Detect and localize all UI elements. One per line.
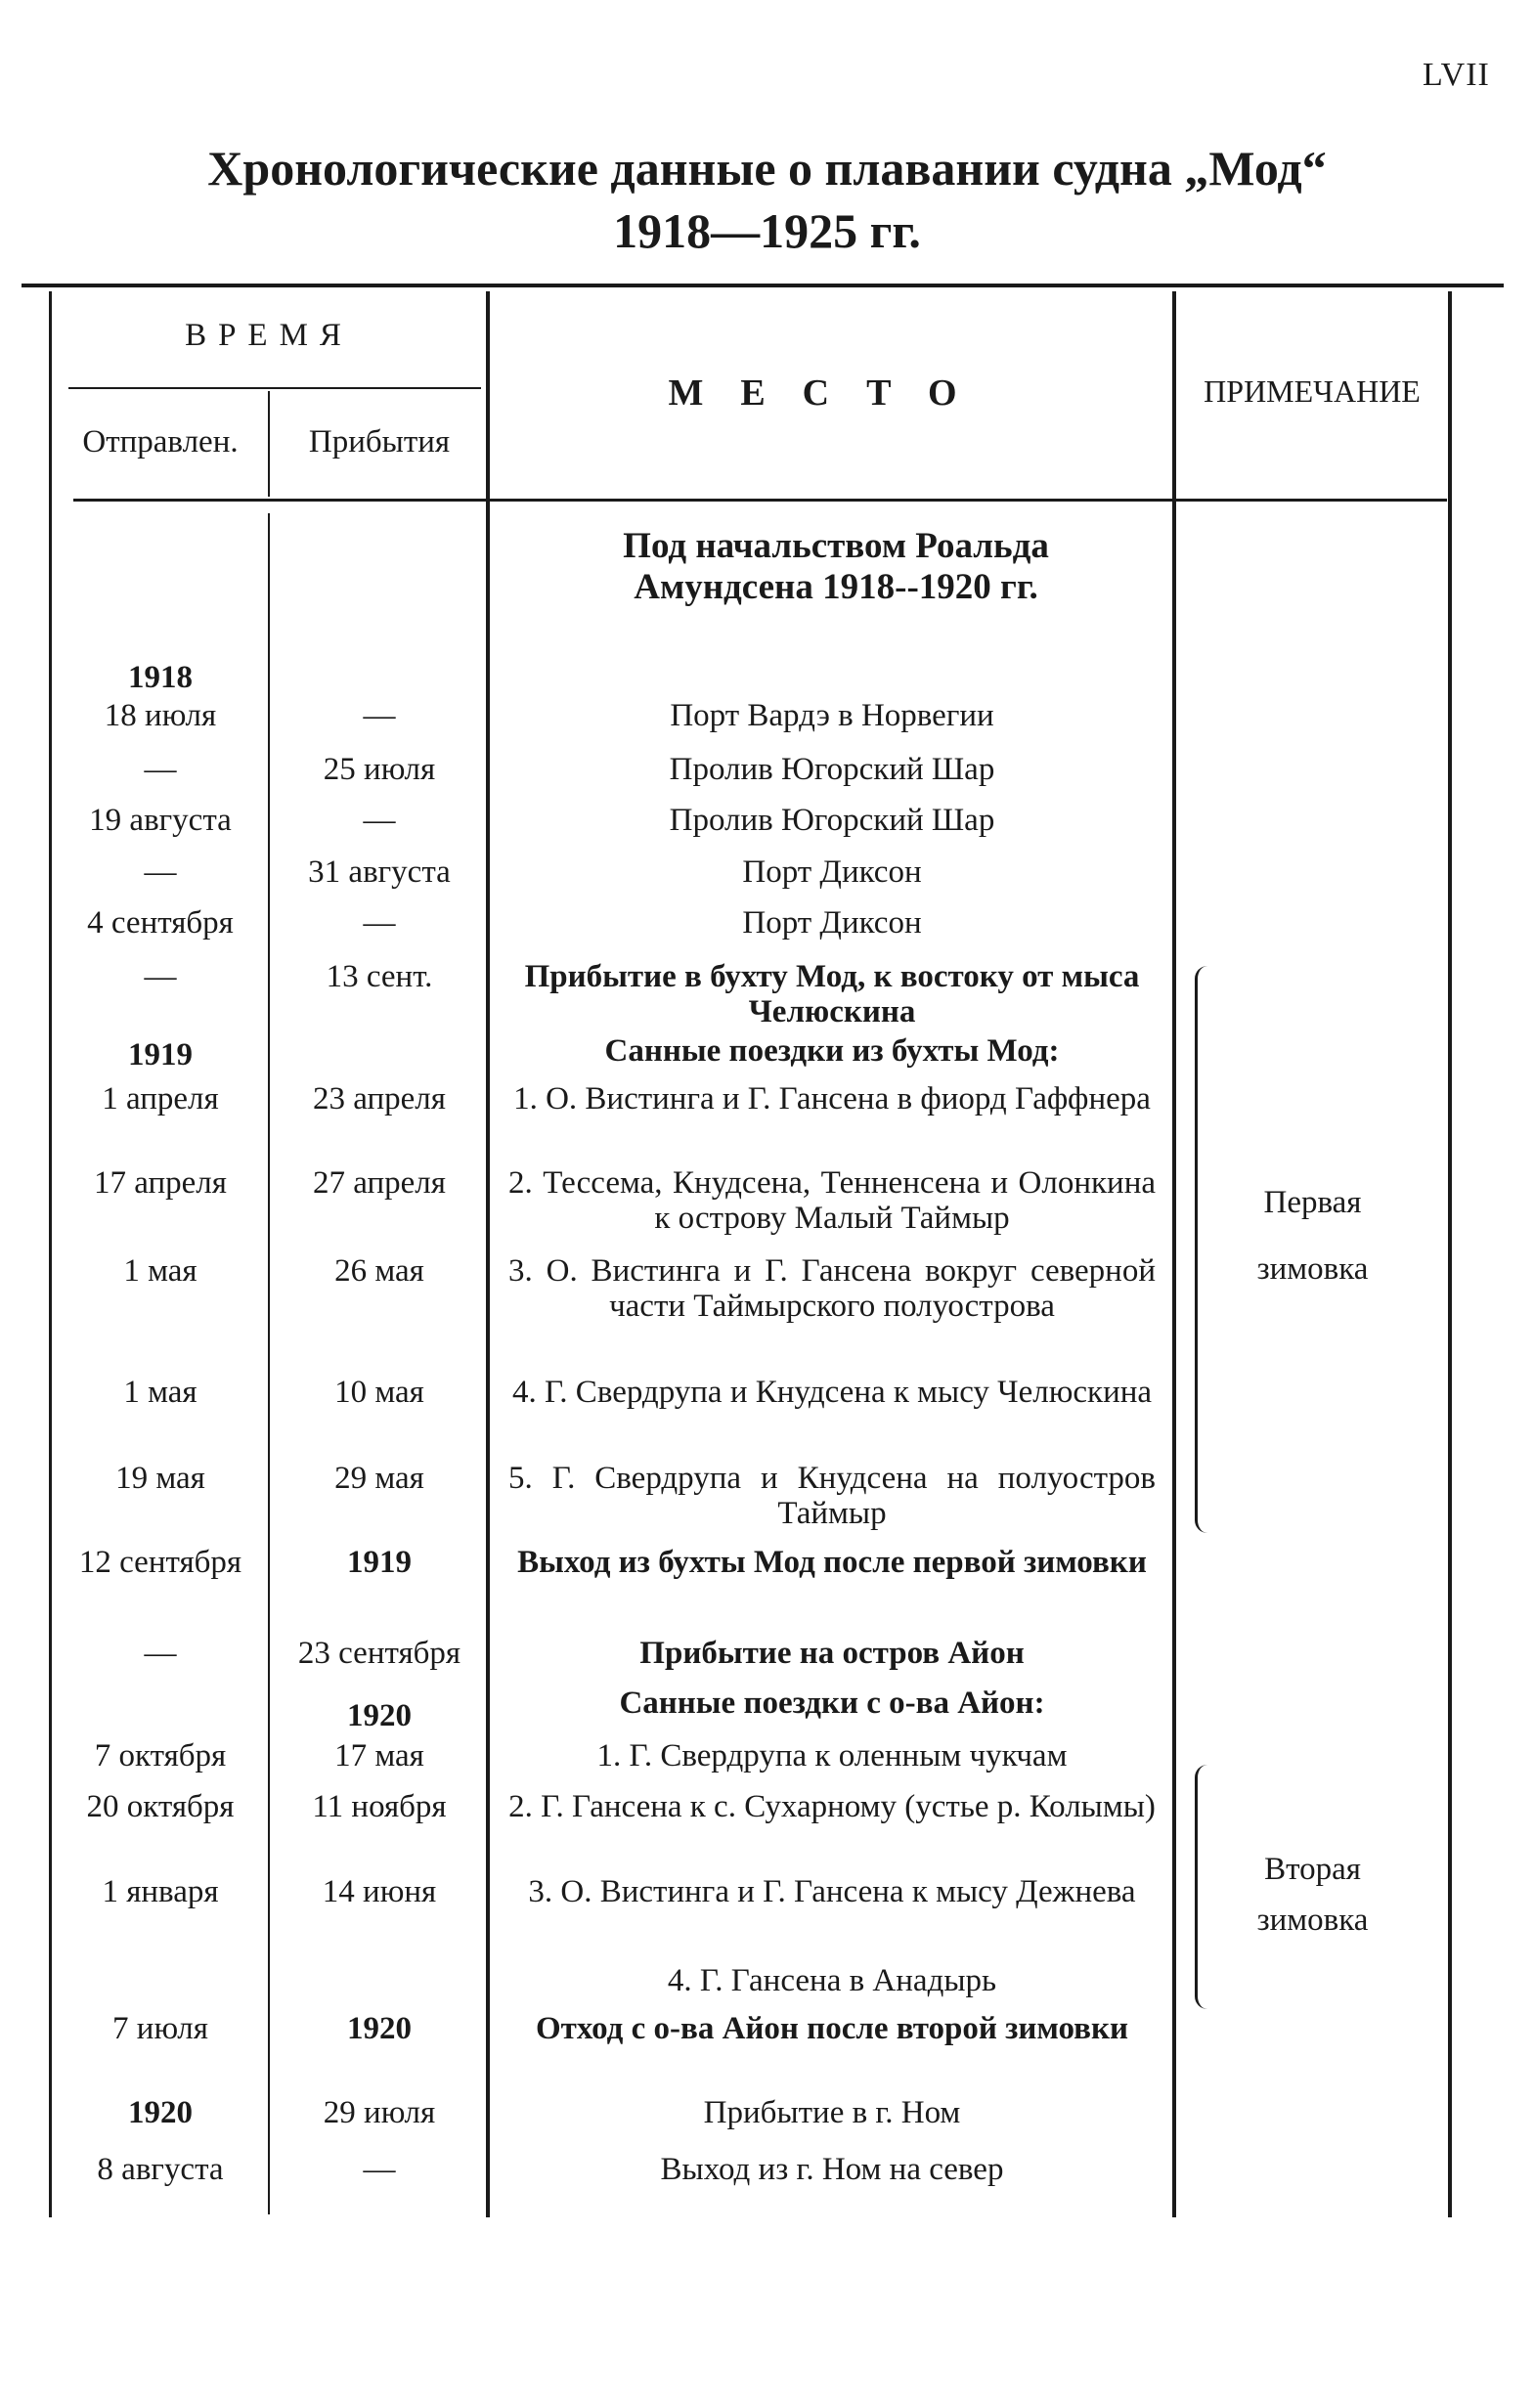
place-text: Порт Диксон: [742, 905, 922, 941]
arrival-date: —: [363, 2152, 396, 2187]
header-note: ПРИМЕЧАНИЕ: [1204, 373, 1421, 409]
arrival-date: 10 мая: [334, 1375, 424, 1410]
page-number: LVII: [1423, 57, 1490, 93]
col-divider-3: [1172, 291, 1176, 2217]
table-right-border: [1448, 291, 1452, 2217]
note-line: зимовка: [1256, 1251, 1369, 1287]
arrival-date: 13 сент.: [326, 959, 433, 994]
arrival-date: 17 мая: [334, 1738, 424, 1773]
departure-date: 1 января: [102, 1874, 219, 1909]
place-text: 3. О. Вистинга и Г. Гансена к мысу Дежнева: [528, 1874, 1136, 1909]
arrival-date: 26 мая: [334, 1253, 424, 1289]
place-text: Санные поездки с о-ва Айон:: [619, 1686, 1045, 1721]
arrival-date: 23 апреля: [313, 1081, 446, 1116]
place-text: Прибытие в бухту Мод, к востоку от мыса Челюскина: [524, 959, 1140, 1029]
arrival-date: 1920: [347, 2011, 412, 2046]
departure-date: 12 сентября: [78, 1545, 242, 1580]
departure-date: 19 августа: [89, 803, 232, 838]
note-line: зимовка: [1256, 1903, 1369, 1938]
place-text: Пролив Югорский Шар: [669, 803, 995, 838]
arrival-date: —: [363, 803, 396, 838]
arrival-date: 31 августа: [308, 854, 451, 890]
arrival-date: 25 июля: [323, 752, 436, 787]
time-subheader-rule: [68, 387, 481, 389]
place-text: 2. Г. Гансена к с. Сухарному (устье р. Колымы): [508, 1789, 1156, 1824]
place-text: 1. О. Вистинга и Г. Гансена в фиорд Гаффнера: [513, 1081, 1151, 1116]
year-label: 1918: [128, 660, 193, 695]
header-arrival: Прибытия: [308, 424, 451, 460]
departure-date: 1 апреля: [102, 1081, 219, 1116]
arrival-date: 1920: [347, 1698, 412, 1733]
col-divider-1: [268, 513, 270, 2214]
place-text: Прибытие в г. Ном: [703, 2095, 961, 2130]
arrival-date: 29 мая: [334, 1461, 424, 1496]
top-rule: [22, 284, 1504, 287]
header-time: ВРЕМЯ: [185, 318, 353, 353]
arrival-date: 27 апреля: [313, 1165, 446, 1201]
place-text: 1. Г. Свердрупа к оленным чукчам: [596, 1738, 1068, 1773]
note-line: Вторая: [1264, 1852, 1361, 1887]
arrival-date: 1919: [347, 1545, 412, 1580]
place-text: 2. Тессема, Кнудсена, Тенненсена и Олонкина к острову Малый Таймыр: [508, 1165, 1156, 1236]
header-col-divider: [268, 391, 270, 497]
year-label: 1919: [128, 1037, 193, 1073]
place-text: Выход из бухты Мод после первой зимовки: [517, 1545, 1147, 1580]
departure-date: —: [144, 752, 177, 787]
page-title-years: 1918—1925 гг.: [613, 203, 921, 258]
place-text: Выход из г. Ном на север: [660, 2152, 1004, 2187]
note-line: Первая: [1263, 1185, 1362, 1220]
departure-date: 7 июля: [112, 2011, 208, 2046]
arrival-date: 29 июля: [323, 2095, 436, 2130]
arrival-date: —: [363, 698, 396, 733]
table-left-border: [49, 291, 52, 2217]
place-text: 3. О. Вистинга и Г. Гансена вокруг северной части Таймырского полуострова: [508, 1253, 1156, 1324]
departure-date: 19 мая: [115, 1461, 205, 1496]
departure-date: 8 августа: [97, 2152, 224, 2187]
place-text: Отход с о-ва Айон после второй зимовки: [536, 2011, 1128, 2046]
place-text: Санные поездки из бухты Мод:: [604, 1033, 1060, 1069]
header-place: МЕСТО: [668, 372, 994, 414]
place-text: Порт Вардэ в Норвегии: [670, 698, 994, 733]
arrival-date: 14 июня: [322, 1874, 437, 1909]
page-title: Хронологические данные о плавании судна „Мод“: [207, 141, 1327, 196]
place-text: 4. Г. Гансена в Анадырь: [667, 1963, 997, 1998]
departure-date: 18 июля: [104, 698, 217, 733]
place-text: Пролив Югорский Шар: [669, 752, 995, 787]
departure-date: 7 октября: [94, 1738, 227, 1773]
arrival-date: 11 ноября: [312, 1789, 447, 1824]
departure-date: 17 апреля: [94, 1165, 227, 1201]
departure-date: —: [144, 959, 177, 994]
arrival-date: 23 сентября: [297, 1636, 461, 1671]
place-text: 5. Г. Свердрупа и Кнудсена на полуостров Таймыр: [508, 1461, 1156, 1531]
note-second-wintering: [1178, 1848, 1447, 1942]
departure-date: 1920: [128, 2095, 193, 2130]
departure-date: 4 сентября: [87, 905, 234, 941]
note-first-wintering: [1178, 1181, 1447, 1291]
departure-date: 1 мая: [123, 1375, 197, 1410]
arrival-date: —: [363, 905, 396, 941]
header-departure: Отправлен.: [82, 424, 239, 460]
place-text: Порт Диксон: [742, 854, 922, 890]
departure-date: 20 октября: [86, 1789, 235, 1824]
departure-date: —: [144, 854, 177, 890]
departure-date: 1 мая: [123, 1253, 197, 1289]
departure-date: —: [144, 1636, 177, 1671]
place-text: 4. Г. Свердрупа и Кнудсена к мысу Челюскина: [511, 1375, 1153, 1410]
header-bottom-rule: [73, 499, 1447, 502]
place-text: Прибытие на остров Айон: [639, 1636, 1025, 1671]
section-heading: Под начальством Роальда Амундсена 1918--1920 гг.: [623, 526, 1049, 607]
